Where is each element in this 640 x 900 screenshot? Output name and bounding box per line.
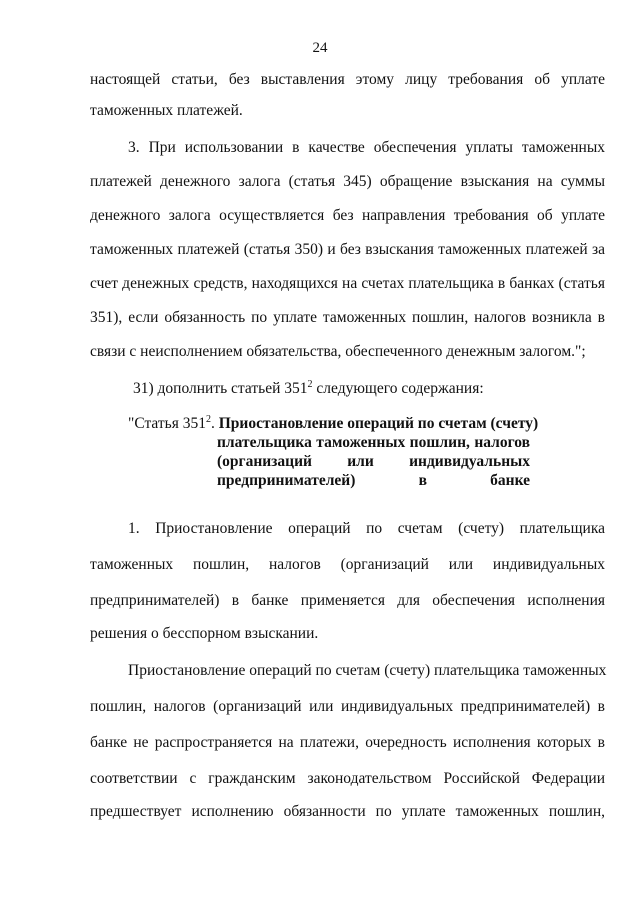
paragraph-first-line: 1. Приостановление операций по счетам (счету) плательщика xyxy=(128,520,605,537)
article-title-line: плательщика таможенных пошлин, налогов xyxy=(217,434,530,451)
article-title-line: Приостановление операций по счетам (счету) xyxy=(218,415,539,432)
amendment-item xyxy=(133,379,605,399)
text-line: таможенных платежей (статья 350) и без взыскания таможенных платежей за xyxy=(90,241,605,258)
amendment-item-prefix: 31) дополнить статьей 351 xyxy=(133,380,308,397)
amendment-item-suffix: следующего содержания: xyxy=(312,380,484,397)
text-line: счет денежных средств, находящихся на счетах плательщика в банках (статья xyxy=(90,275,605,292)
article-label-sup: 2 xyxy=(206,413,211,425)
text-line: платежей денежного залога (статья 345) обращение взыскания на суммы xyxy=(90,173,605,190)
article-label-dot: . xyxy=(211,415,219,432)
text-line: денежного залога осуществляется без направления требования об уплате xyxy=(90,207,605,224)
article-title-line: (организаций или индивидуальных xyxy=(217,453,530,470)
text-line: решения о бесспорном взыскании. xyxy=(90,625,319,642)
text-line: пошлин, налогов (организаций или индивидуальных предпринимателей) в xyxy=(90,698,605,715)
page-number: 24 xyxy=(312,40,328,56)
text-line: банке не распространяется на платежи, очередность исполнения которых в xyxy=(90,734,605,751)
amendment-item-sup: 2 xyxy=(307,378,313,390)
text-line: настоящей статьи, без выставления этому лицу требования об уплате xyxy=(90,71,605,88)
paragraph-first-line: Приостановление операций по счетам (счету) плательщика таможенных xyxy=(128,662,607,679)
text-line: связи с неисполнением обязательства, обеспеченного денежным залогом."; xyxy=(90,343,586,360)
text-line: 351), если обязанность по уплате таможенных пошлин, налогов возникла в xyxy=(90,309,605,326)
text-line: предпринимателей) в банке применяется для обеспечения исполнения xyxy=(90,592,605,609)
article-heading xyxy=(128,414,538,434)
text-line: предшествует исполнению обязанности по уплате таможенных пошлин, xyxy=(90,803,605,820)
text-line: таможенных платежей. xyxy=(90,102,243,119)
paragraph-first-line: 3. При использовании в качестве обеспечения уплаты таможенных xyxy=(128,139,605,156)
text-line: соответствии с гражданским законодательством Российской Федерации xyxy=(90,770,605,787)
article-title-line: предпринимателей) в банке xyxy=(217,472,530,489)
article-label: "Статья 351 xyxy=(128,415,206,432)
text-line: таможенных пошлин, налогов (организаций или индивидуальных xyxy=(90,556,605,573)
